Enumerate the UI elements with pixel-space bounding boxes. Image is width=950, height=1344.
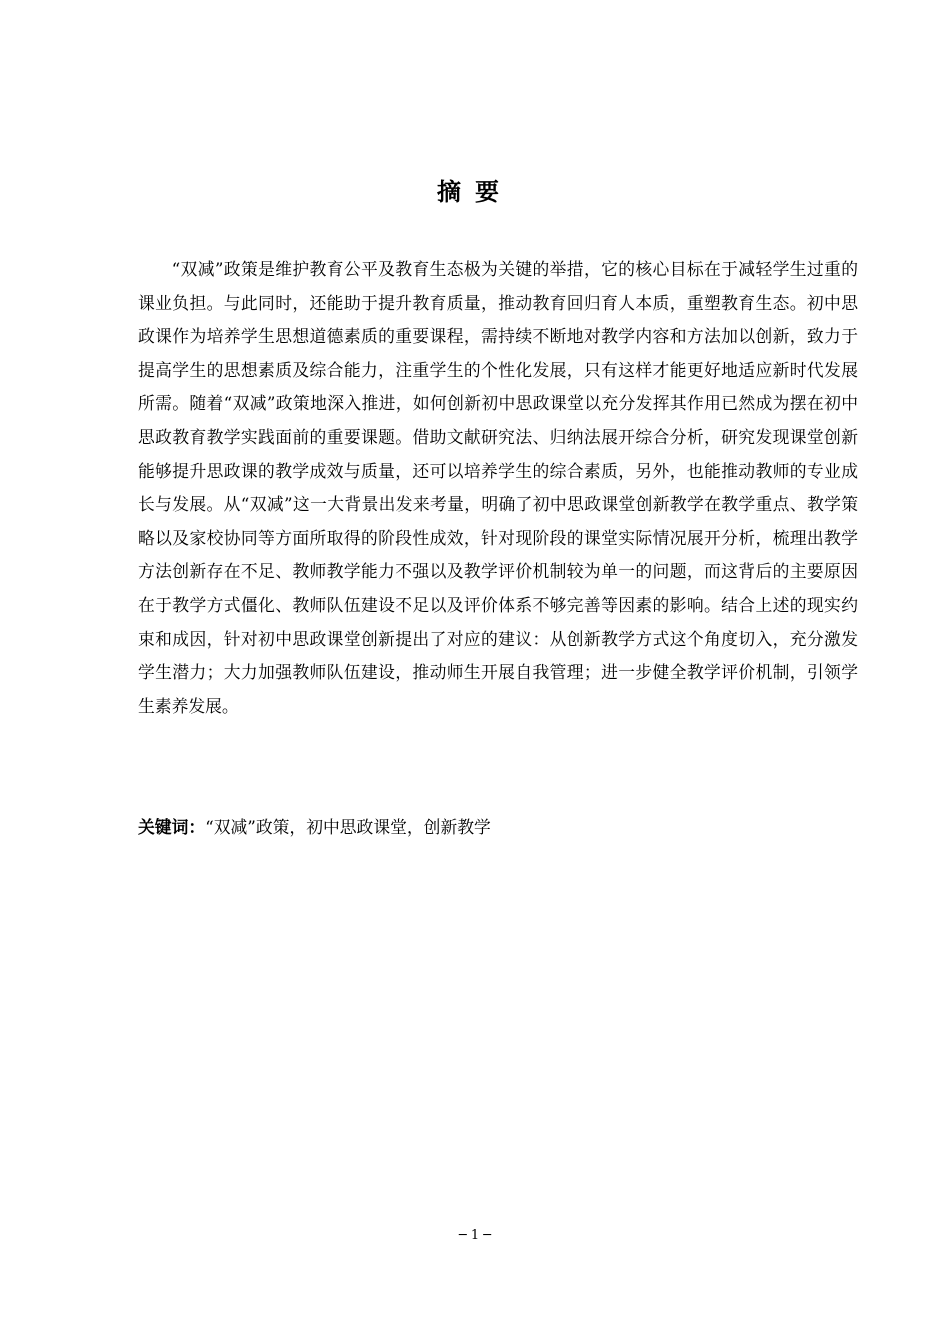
keywords-label: 关键词： [138, 817, 206, 837]
keywords-text: “双减”政策，初中思政课堂，创新教学 [205, 817, 491, 837]
abstract-paragraph: “双减”政策是维护教育公平及教育生态极为关键的举措，它的核心目标在于减轻学生过重的课业负担。与此同时，还能助于提升教育质量，推动教育回归育人本质，重塑教育生态。初中思政课作为培养学生思想道德素质的重要课程，需持续不断地对教学内容和方法加以创新，致力于提高学生的思想素质及综合能力，注重学生的个性化发展，只有这样才能更好地适应新时代发展所需。随着“双减”政策地深入推进，如何创新初中思政课堂以充分发挥其作用已然成为摆在初中思政教育教学实践面前的重要课题。借助文献研究法、归纳法展开综合分析，研究发现课堂创新能够提升思政课的教学成效与质量，还可以培养学生的综合素质，另外，也能推动教师的专业成长与发展。从“双减”这一大背景出发来考量，明确了初中思政课堂创新教学在教学重点、教学策略以及家校协同等方面所取得的阶段性成效，针对现阶段的课堂实际情况展开分析，梳理出教学方法创新存在不足、教师教学能力不强以及教学评价机制较为单一的问题，而这背后的主要原因在于教学方式僵化、教师队伍建设不足以及评价体系不够完善等因素的影响。结合上述的现实约束和成因，针对初中思政课堂创新提出了对应的建议：从创新教学方式这个角度切入，充分激发学生潜力；大力加强教师队伍建设，推动师生开展自我管理；进一步健全教学评价机制，引领学生素养发展。 [138, 259, 858, 716]
keywords-line [138, 813, 858, 841]
page-number: ─ 1 ─ [458, 1228, 492, 1243]
page-title: 摘要 [437, 178, 513, 206]
